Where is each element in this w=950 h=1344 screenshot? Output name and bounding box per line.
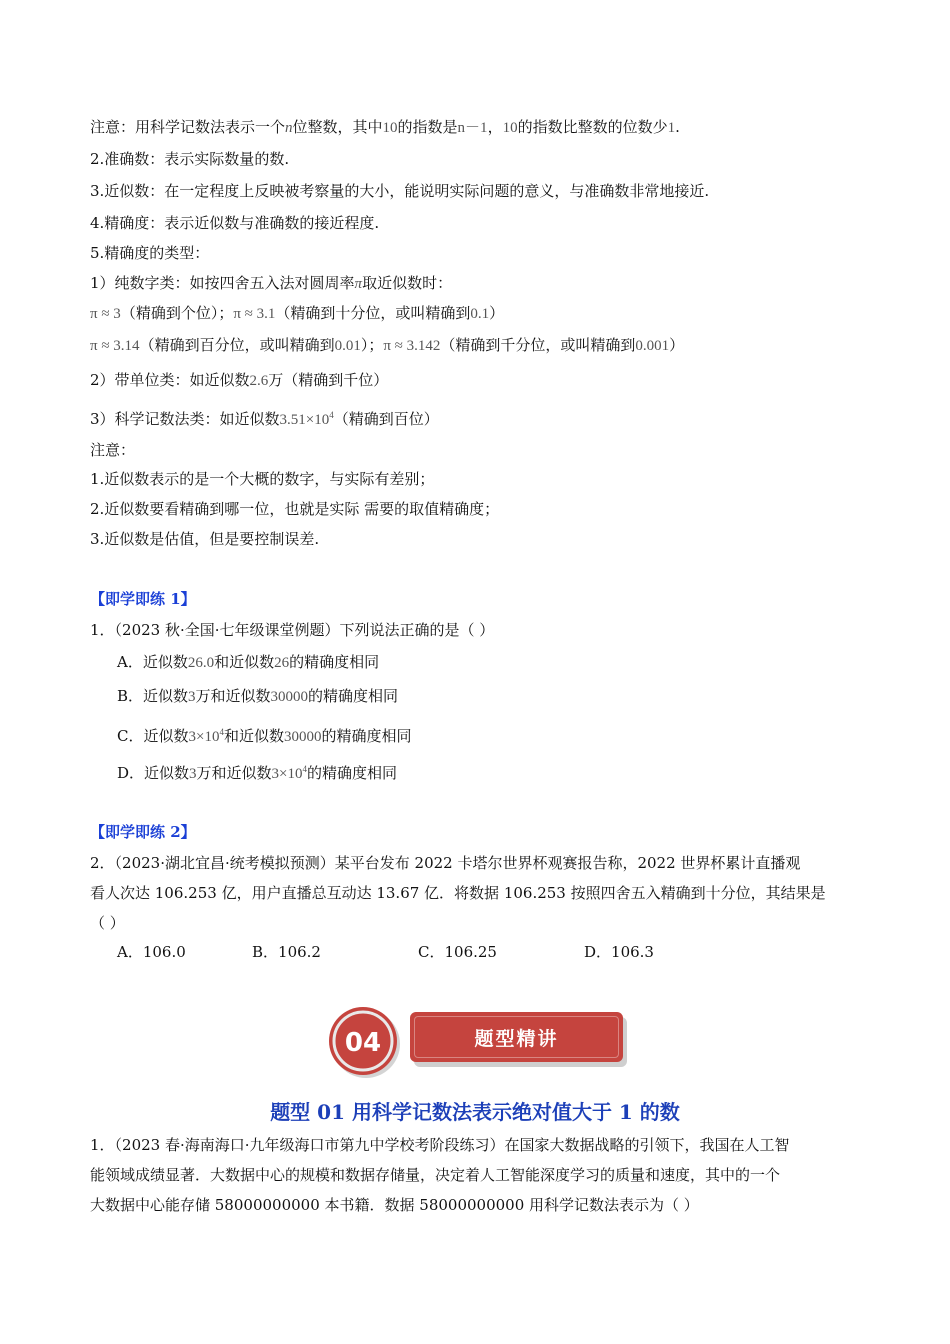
item-precision-types: 5.精确度的类型： [90,244,210,262]
practice-2-heading: 【即学即练 2】 [90,823,196,841]
text: 的指数比整数的位数少 [517,118,668,136]
practice-2-option-d[interactable]: D．106.3 [584,943,654,961]
practice-2-question-line-3: （ ） [90,914,125,932]
math-pi-approx: π ≈ 3.142 [383,338,441,354]
practice-2-option-a[interactable]: A．106.0 [117,943,186,961]
math-exp: 4 [302,764,308,774]
practice-2-option-b[interactable]: B．106.2 [252,943,321,961]
practice-2-question-line-2: 看人次达 106.253 亿，用户直播总互动达 13.67 亿．将数据 106.253 按照四舍五入精确到十分位，其结果是 [90,884,826,902]
text: 万和近似数 [195,687,271,705]
note-item-1: 1.近似数表示的是一个大概的数字，与实际有差别； [90,470,435,488]
pi-examples-row-1 [90,303,504,324]
text: 1）纯数字类：如按四舍五入法对圆周率 [90,274,355,292]
text: ）； [360,336,384,354]
math-scientific [188,729,223,745]
practice-2-question-line-1: 2．（2023·湖北宜昌·统考模拟预测）某平台发布 2022 卡塔尔世界杯观赛报告称，2022 世界杯累计直播观 [90,854,801,872]
section-question-line-3: 大数据中心能存储 58000000000 本书籍．数据 58000000000 用科学记数法表示为（ ） [90,1196,699,1214]
math-value: 26.0 [187,655,215,671]
banner-label: 题型精讲 [474,1027,559,1050]
practice-1-option-d[interactable] [117,759,397,784]
text: （精确到百位） [333,410,439,428]
math-exponent: n－1 [457,120,488,136]
practice-1-option-b[interactable] [117,686,398,707]
text: （精确到十分位，或叫精确到 [275,304,471,322]
text: （精确到个位）； [120,304,234,322]
text: 位整数，其中 [292,118,383,136]
text: 2）带单位类：如近似数 [90,371,250,389]
section-number-badge [326,1003,402,1079]
text: 的精确度相同 [321,727,412,745]
math-value: 0.1 [470,306,490,322]
math-exp: 4 [329,410,334,420]
text: ， [487,118,503,136]
math-value: 30000 [283,729,322,745]
text: ） [669,336,685,354]
note-item-2: 2.近似数要看精确到哪一位，也就是实际 需要的取值精确度； [90,500,500,518]
math-value: 3 [188,689,196,705]
text: 的精确度相同 [308,687,399,705]
text: 和近似数 [223,727,284,745]
section-banner [410,1012,623,1062]
text: . [675,118,680,136]
badge-number: 04 [344,1028,382,1058]
math-base: 3×10 [188,729,220,745]
text: 取近似数时： [362,274,453,292]
practice-1-heading: 【即学即练 1】 [90,590,196,608]
math-value: 2.6 [249,373,269,389]
item-precision: 4.精确度：表示近似数与准确数的接近程度. [90,214,380,232]
math-n: n [285,120,293,136]
math-base: 3.51×10 [279,412,330,428]
text: 注意：用科学记数法表示一个 [90,118,286,136]
text: A．近似数 [117,653,188,671]
math-scientific [280,412,334,428]
practice-2-option-c[interactable]: C．106.25 [418,943,497,961]
math-ten: 10 [502,120,518,136]
practice-1-question: 1．（2023 秋·全国·七年级课堂例题）下列说法正确的是（ ） [90,621,495,639]
math-scientific [272,766,307,782]
math-ten: 10 [382,120,398,136]
math-value: 0.001 [635,338,670,354]
math-pi-approx: π ≈ 3.1 [233,306,276,322]
math-one: 1 [667,120,676,136]
text: 3）科学记数法类：如近似数 [90,410,280,428]
text: 和近似数 [214,653,275,671]
text: 的精确度相同 [289,653,380,671]
math-value: 3 [189,766,197,782]
type-pure-number [90,273,452,294]
math-pi-approx: π ≈ 3.14 [90,338,140,354]
text: ） [489,304,505,322]
practice-1-option-c[interactable] [117,722,411,747]
text: 万（精确到千位） [268,371,389,389]
math-pi-approx: π ≈ 3 [90,306,121,322]
math-base: 3×10 [271,766,303,782]
text: 万和近似数 [196,764,272,782]
note-scientific-notation [90,117,680,138]
text: C．近似数 [117,727,189,745]
math-value: 0.01 [334,338,361,354]
math-value: 30000 [270,689,309,705]
text: B．近似数 [117,687,189,705]
type-scientific [90,405,439,430]
text: （精确到千分位，或叫精确到 [440,336,636,354]
practice-1-option-a[interactable] [117,652,379,673]
note-heading: 注意： [90,441,136,459]
text: D．近似数 [117,764,190,782]
text: （精确到百分位，或叫精确到 [139,336,335,354]
math-exp: 4 [219,727,224,737]
note-item-3: 3.近似数是估值，但是要控制误差. [90,530,320,548]
pi-examples-row-2 [90,335,684,356]
item-exact-number: 2.准确数：表示实际数量的数. [90,150,290,168]
text: 的指数是 [397,118,458,136]
section-question-line-2: 能领域成绩显著．大数据中心的规模和数据存储量，决定着人工智能深度学习的质量和速度，其中的一个 [90,1166,781,1184]
math-pi: π [354,276,363,292]
section-question-line-1: 1．（2023 春·海南海口·九年级海口市第九中学校考阶段练习）在国家大数据战略的引领下，我国在人工智 [90,1136,790,1154]
section-title: 题型 01 用科学记数法表示绝对值大于 1 的数 [270,1100,680,1124]
type-with-unit [90,370,388,391]
item-approx-number: 3.近似数：在一定程度上反映被考察量的大小，能说明实际问题的意义，与准确数非常地接近. [90,182,710,200]
text: 的精确度相同 [307,764,398,782]
math-value: 26 [274,655,290,671]
